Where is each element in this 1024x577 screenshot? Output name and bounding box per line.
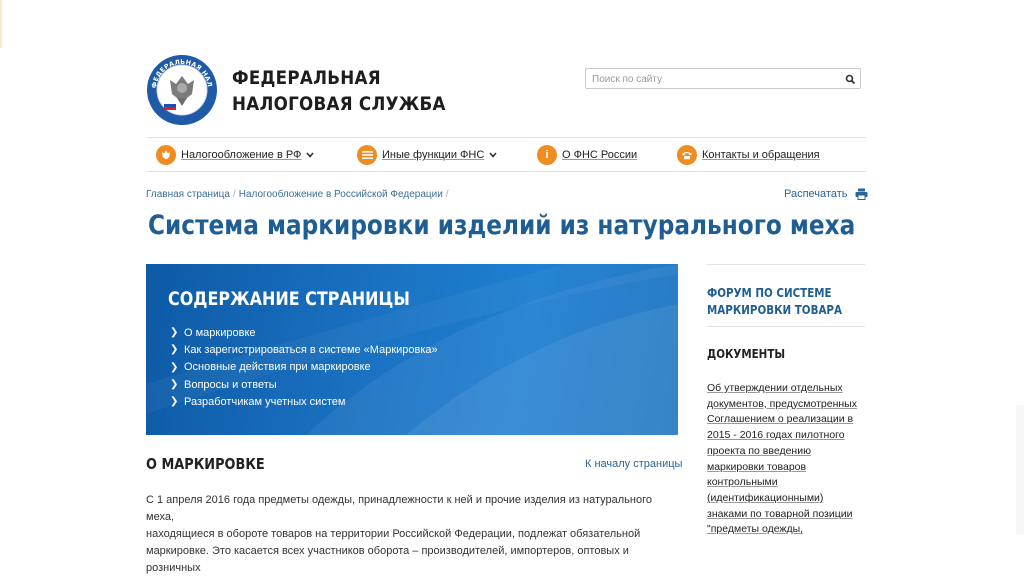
section-paragraph [146, 492, 678, 577]
breadcrumb: Главная страница / Налогообложение в Российской Федерации / [146, 189, 449, 200]
nav-label: О ФНС России [562, 149, 638, 161]
brand-line-1: ФЕДЕРАЛЬНАЯ [232, 67, 381, 89]
document-link-line: Об утверждении отдельных [707, 382, 843, 394]
document-link-line: проекта по введению [707, 444, 811, 457]
phone-icon [677, 145, 697, 165]
chevron-right-icon: ❯ [170, 396, 179, 408]
nav-top-divider [146, 137, 866, 138]
table-of-contents [146, 264, 678, 435]
documents-heading: ДОКУМЕНТЫ [707, 347, 786, 361]
toc-list [170, 324, 438, 410]
document-link-line: маркировки товаров [707, 460, 807, 473]
chevron-down-icon [489, 149, 497, 161]
toc-item[interactable] [170, 376, 438, 393]
breadcrumb-section[interactable]: Налогообложение в Российской Федерации [238, 189, 443, 200]
fns-logo[interactable] [146, 54, 218, 126]
page-title: Система маркировки изделий из натурального меха [148, 210, 856, 241]
toc-item-label: Разработчикам учетных систем [184, 395, 346, 408]
paragraph-line: находящиеся в обороте товаров на территории Российской Федерации, подлежат обязательной [146, 528, 641, 540]
document-link-line: 2015 - 2016 годах пилотного [707, 429, 845, 442]
document-link-line: (идентификационными) [707, 491, 824, 504]
toc-item[interactable] [170, 341, 438, 358]
nav-label: Иные функции ФНС [382, 149, 485, 161]
document-link-line: знаками по товарной позиции [707, 507, 853, 520]
paragraph-line: маркировке. Это касается всех участников оборота – производителей, импортеров, оптовых и розничных [146, 545, 629, 574]
print-link[interactable] [784, 188, 868, 200]
document-link-line: Соглашением о реализации в [707, 413, 854, 426]
document-link-line: "предметы одежды, [707, 523, 804, 536]
toc-heading: СОДЕРЖАНИЕ СТРАНИЦЫ [168, 288, 410, 310]
toc-item-label: Основные действия при маркировке [184, 361, 371, 374]
nav-item-other-functions[interactable] [357, 144, 497, 166]
breadcrumb-home[interactable]: Главная страница [146, 189, 230, 200]
fns-emblem-icon [146, 54, 218, 126]
nav-item-taxation[interactable] [156, 144, 314, 166]
forum-line-2: МАРКИРОВКИ ТОВАРА [707, 303, 842, 317]
sidebar-divider [707, 264, 865, 265]
chevron-down-icon [306, 149, 314, 161]
forum-line-1: ФОРУМ ПО СИСТЕМЕ [707, 286, 832, 300]
logo-lettering: ФЕДЕРАЛЬНАЯ НАЛ [149, 57, 214, 89]
forum-link[interactable] [707, 285, 858, 319]
toc-item[interactable] [170, 393, 438, 410]
frame-edge [0, 0, 2, 48]
toc-item-label: О маркировке [184, 326, 256, 339]
nav-label: Контакты и обращения [702, 149, 820, 161]
sidebar-divider [707, 326, 865, 327]
nav-bottom-divider [146, 171, 866, 172]
search-icon[interactable] [845, 72, 856, 90]
toc-item-label: Вопросы и ответы [184, 378, 277, 391]
printer-icon [855, 188, 868, 200]
info-icon: i [537, 145, 557, 165]
search-input[interactable] [586, 70, 832, 89]
brand-name[interactable] [232, 65, 446, 117]
brand-line-2: НАЛОГОВАЯ СЛУЖБА [232, 93, 446, 115]
menu-icon [357, 145, 377, 165]
frame-edge-right [1016, 405, 1024, 535]
section-heading: О МАРКИРОВКЕ [146, 455, 265, 473]
chevron-right-icon: ❯ [170, 344, 179, 356]
chevron-right-icon: ❯ [170, 379, 179, 391]
toc-item[interactable] [170, 324, 438, 341]
print-label: Распечатать [784, 188, 848, 200]
chevron-right-icon: ❯ [170, 327, 179, 339]
nav-item-contacts[interactable] [677, 144, 820, 166]
document-link[interactable] [707, 381, 867, 538]
back-to-top-link[interactable]: К началу страницы [585, 458, 683, 470]
document-link-line: контрольными [707, 476, 778, 489]
paragraph-line: С 1 апреля 2016 года предметы одежды, принадлежности к ней и прочие изделия из натурального меха, [146, 494, 652, 523]
search-box [585, 68, 861, 89]
chevron-right-icon: ❯ [170, 361, 179, 373]
toc-item-label: Как зарегистрироваться в системе «Маркировка» [184, 343, 438, 356]
document-link-line: документов, предусмотренных [707, 397, 857, 410]
emblem-icon [156, 145, 176, 165]
nav-label: Налогообложение в РФ [181, 149, 302, 161]
toc-item[interactable] [170, 359, 438, 376]
nav-item-about[interactable] [537, 144, 637, 166]
